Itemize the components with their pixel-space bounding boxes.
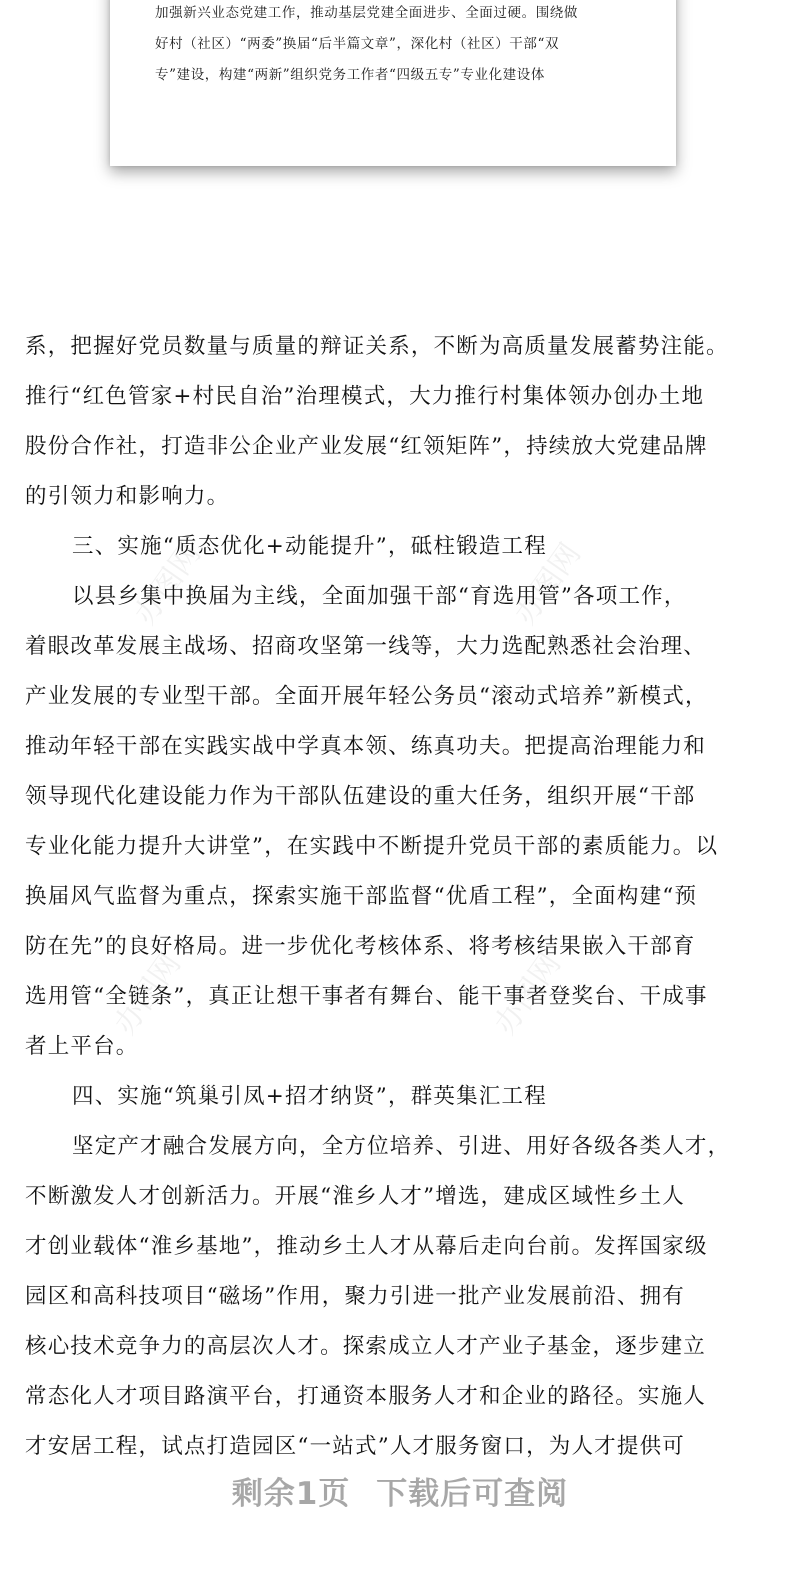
- paragraph-line: 常态化人才项目路演平台，打通资本服务人才和企业的路径。实施人: [25, 1384, 707, 1409]
- page-preview-card: [110, 0, 676, 166]
- watermark: 办图网: [487, 947, 569, 1041]
- paragraph-line: 核心技术竞争力的高层次人才。探索成立人才产业子基金，逐步建立: [25, 1334, 707, 1359]
- paragraph-line: 防在先”的良好格局。进一步优化考核体系、将考核结果嵌入干部育: [25, 934, 696, 959]
- paragraph-line: 推动年轻干部在实践实战中学真本领、练真功夫。把提高治理能力和: [25, 734, 707, 759]
- watermark: 办图网: [507, 537, 589, 631]
- paragraph-line: 不断激发人才创新活力。开展“淮乡人才”增选，建成区域性乡土人: [25, 1184, 685, 1209]
- paragraph-line: 选用管“全链条”，真正让想干事者有舞台、能干事者登奖台、干成事: [25, 984, 708, 1009]
- paragraph-line: 专业化能力提升大讲堂”，在实践中不断提升党员干部的素质能力。以: [25, 834, 719, 859]
- paragraph-line: 坚定产才融合发展方向，全方位培养、引进、用好各级各类人才，: [72, 1134, 731, 1159]
- preview-line: 专”建设，构建“两新”组织党务工作者“四级五专”专业化建设体: [155, 67, 546, 83]
- paragraph-line: 才安居工程，试点打造园区“一站式”人才服务窗口，为人才提供可: [25, 1434, 685, 1459]
- watermark: 办图网: [127, 537, 209, 631]
- paragraph-line: 领导现代化建设能力作为干部队伍建设的重大任务，组织开展“干部: [25, 784, 696, 809]
- paragraph-line: 系，把握好党员数量与质量的辩证关系，不断为高质量发展蓄势注能。: [25, 334, 729, 359]
- section-heading: 三、实施“质态优化+动能提升”，砥柱锻造工程: [72, 534, 547, 559]
- paragraph-line: 着眼改革发展主战场、招商攻坚第一线等，大力选配熟悉社会治理、: [25, 634, 707, 659]
- paragraph-line: 者上平台。: [25, 1034, 139, 1059]
- preview-line: 好村（社区）“两委”换届“后半篇文章”，深化村（社区）干部“双: [155, 36, 560, 52]
- paragraph-line: 换届风气监督为重点，探索实施干部监督“优盾工程”，全面构建“预: [25, 884, 698, 909]
- paragraph-line: 股份合作社，打造非公企业产业发展“红领矩阵”，持续放大党建品牌: [25, 434, 708, 459]
- remaining-pages-count: 剩余1页: [231, 1476, 351, 1512]
- document-body: [25, 322, 775, 1472]
- download-hint: 下载后可查阅: [376, 1476, 569, 1512]
- preview-line: 加强新兴业态党建工作，推动基层党建全面进步、全面过硬。围绕做: [155, 5, 578, 21]
- section-heading: 四、实施“筑巢引凤+招才纳贤”，群英集汇工程: [72, 1084, 547, 1109]
- paragraph-line: 推行“红色管家+村民自治”治理模式，大力推行村集体领办创办土地: [25, 384, 705, 409]
- paragraph-line: 产业发展的专业型干部。全面开展年轻公务员“滚动式培养”新模式，: [25, 684, 708, 709]
- paragraph-line: 才创业载体“淮乡基地”，推动乡土人才从幕后走向台前。发挥国家级: [25, 1234, 708, 1259]
- watermark: 办图网: [107, 947, 189, 1041]
- paragraph-line: 的引领力和影响力。: [25, 484, 230, 509]
- remaining-pages-notice[interactable]: [0, 1468, 800, 1513]
- paragraph-line: 园区和高科技项目“磁场”作用，聚力引进一批产业发展前沿、拥有: [25, 1284, 685, 1309]
- paragraph-line: 以县乡集中换届为主线，全面加强干部“育选用管”各项工作，: [72, 584, 687, 609]
